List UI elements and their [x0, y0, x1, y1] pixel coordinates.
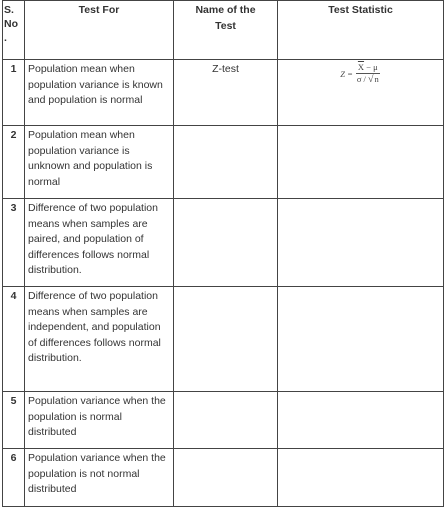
- header-test-statistic-label: Test Statistic: [328, 4, 393, 16]
- test-statistic-cell: [278, 449, 444, 507]
- test-statistic-cell: [278, 60, 444, 126]
- formula-denominator-left: σ /: [356, 73, 369, 84]
- test-statistic-cell: [278, 287, 444, 392]
- test-name-cell: [174, 287, 278, 392]
- formula-fraction: [355, 63, 381, 85]
- test-for-cell: Population variance when the population is normal distributed: [25, 392, 174, 449]
- formula-sqrt-n: n: [374, 73, 379, 84]
- sqrt-sign-icon: √: [368, 73, 374, 85]
- z-test-formula: [340, 63, 381, 85]
- test-statistic-cell: [278, 126, 444, 199]
- row-number-cell: 1: [3, 60, 25, 126]
- test-for-cell: Population mean when population variance is unknown and population is normal: [25, 126, 174, 199]
- row-number-cell: 6: [3, 449, 25, 507]
- table-row: [3, 126, 444, 199]
- header-test-for: [25, 1, 174, 60]
- table-row: [3, 449, 444, 507]
- row-number-cell: 3: [3, 199, 25, 287]
- test-for-cell: Difference of two population means when samples are independent, and population of differences follows normal distribution.: [25, 287, 174, 392]
- formula-numerator: [356, 63, 380, 74]
- header-row: [3, 1, 444, 60]
- table-row: [3, 287, 444, 392]
- test-for-cell: Population mean when population variance is known and population is normal: [25, 60, 174, 126]
- header-test-name-label: Name of the Test: [195, 4, 256, 32]
- header-test-name: [174, 1, 278, 60]
- test-name-cell: [174, 449, 278, 507]
- test-for-cell: Difference of two population means when samples are paired, and population of differences follows normal distribution.: [25, 199, 174, 287]
- test-for-cell: Population variance when the population is not normal distributed: [25, 449, 174, 507]
- formula-sample-mean: $\overline{X}$: [357, 62, 365, 72]
- row-number-cell: 4: [3, 287, 25, 392]
- test-name-cell: [174, 392, 278, 449]
- formula-numerator-rest: − μ: [364, 62, 378, 72]
- formula-denominator: [355, 74, 381, 85]
- header-test-for-label: Test For: [78, 4, 120, 16]
- formula-lhs: Z =: [340, 68, 353, 79]
- header-test-statistic: [278, 1, 444, 60]
- table-row: [3, 60, 444, 126]
- test-statistic-cell: [278, 199, 444, 287]
- header-sno-label: S. No .: [4, 4, 18, 44]
- row-number-cell: 2: [3, 126, 25, 199]
- header-sno: [3, 1, 25, 60]
- table-row: [3, 392, 444, 449]
- test-name-cell: [174, 126, 278, 199]
- row-number-cell: 5: [3, 392, 25, 449]
- test-name-cell: Z-test: [174, 60, 278, 126]
- test-name-cell: [174, 199, 278, 287]
- test-statistic-cell: [278, 392, 444, 449]
- table-row: [3, 199, 444, 287]
- statistical-tests-table: [2, 0, 444, 507]
